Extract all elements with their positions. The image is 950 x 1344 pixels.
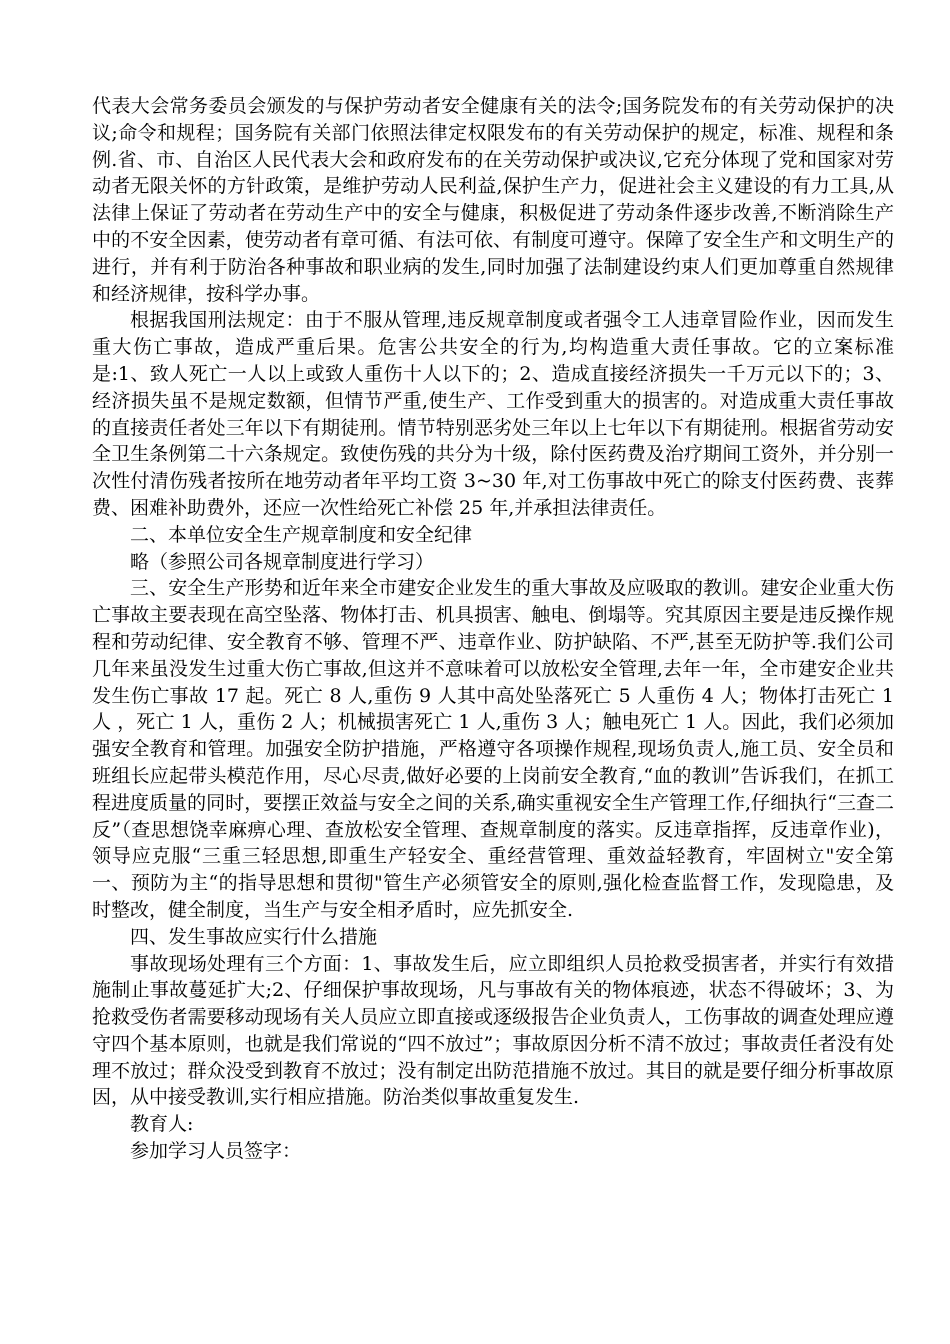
section-heading-measures: 四、发生事故应实行什么措施: [130, 925, 378, 948]
paragraph-labor-law-intro: 代表大会常务委员会颁发的与保护劳动者安全健康有关的法令;国务院发布的有关劳动保护的决议;命令和规程；国务院有关部门依照法律定权限发布的有关劳动保护的规定，标准、规程和条例.省、市、自治区人民代表大会和政府发布的在关劳动保护或决议,它充分体现了党和国家对劳动者无限关怀的方针政策，是维护劳动人民利益,保护生产力，促进社会主义建设的有力工具,从法律上保证了劳动者在劳动生产中的安全与健康，积极促进了劳动条件逐步改善,不断消除生产中的不安全因素，使劳动者有章可循、有法可依、有制度可遵守。保障了安全生产和文明生产的进行，并有利于防治各种事故和职业病的发生,同时加强了法制建设约束人们更加尊重自然规律和经济规律，按科学办事。: [92, 95, 894, 305]
paragraph-safety-situation: 三、安全生产形势和近年来全市建安企业发生的重大事故及应吸取的教训。建安企业重大伤亡事故主要表现在高空坠落、物体打击、机具损害、触电、倒塌等。究其原因主要是违反操作规程和劳动纪律、安全教育不够、管理不严、违章作业、防护缺陷、不严,甚至无防护等.我们公司几年来虽没发生过重大伤亡事故,但这并不意味着可以放松安全管理,去年一年，全市建安企业共发生伤亡事故 17 起。死亡 8 人,重伤 9 人其中高处坠落死亡 5 人重伤 4 人；物体打击死亡 1 人 ，死亡 1 人，重伤 2 人；机械损害死亡 1 人,重伤 3 人；触电死亡 1 人。因此，我们必须加强安全教育和管理。加强安全防护措施，严格遵守各项操作规程,现场负责人,施工员、安全员和班组长应起带头模范作用，尽心尽责,做好必要的上岗前安全教育,“血的教训”告诉我们，在抓工程进度质量的同时，要摆正效益与安全之间的关系,确实重视安全生产管理工作,仔细执行“三查二反”（查思想饶幸麻痹心理、查放松安全管理、查规章制度的落实。反违章指挥，反违章作业)，领导应克服“三重三轻思想,即重生产轻安全、重经营管理、重效益轻教育，牢固树立"安全第一、预防为主“的指导思想和贯彻"管生产必须管安全的原则,强化检查监督工作，发现隐患，及时整改，健全制度，当生产与安全相矛盾时，应先抓安全.: [92, 577, 894, 921]
educator-label: 教育人:: [130, 1113, 194, 1136]
document-body: [92, 93, 894, 1165]
section-heading-rules: 二、本单位安全生产规章制度和安全纪律: [130, 523, 473, 546]
paragraph-accident-handling: 事故现场处理有三个方面：1、事故发生后，应立即组织人员抢救受损害者，并实行有效措施制止事故蔓延扩大;2、仔细保护事故现场，凡与事故有关的物体痕迹，状态不得破坏；3、为抢救受伤者需要移动现场有关人员应立即直接或逐级报告企业负责人，工伤事故的调查处理应遵守四个基本原则，也就是我们常说的“四不放过”；事故原因分析不清不放过；事故责任者没有处理不放过；群众没受到教育不放过；没有制定出防范措施不放过。其目的就是要仔细分析事故原因，从中接受教训,实行相应措施。防治类似事故重复发生.: [92, 952, 894, 1109]
participants-signature-label: 参加学习人员签字：: [130, 1140, 302, 1163]
paragraph-criminal-law: 根据我国刑法规定：由于不服从管理,违反规章制度或者强令工人违章冒险作业，因而发生重大伤亡事故，造成严重后果。危害公共安全的行为,均构造重大责任事故。它的立案标准是:1、致人死亡一人以上或致人重伤十人以下的；2、造成直接经济损失一千万元以下的；3、经济损失虽不是规定数额，但情节严重,使生产、工作受到重大的损害的。对造成重大责任事故的直接责任者处三年以下有期徒刑。情节特别恶劣处三年以上七年以下有期徒刑。根据省劳动安全卫生条例第二十六条规定。致使伤残的共分为十级，除付医药费及治疗期间工资外，并分别一次性付清伤残者按所在地劳动者年平均工资 3~30 年,对工伤事故中死亡的除支付医药费、丧葬费、困难补助费外，还应一次性给死亡补偿 25 年,并承担法律责任。: [92, 309, 894, 519]
paragraph-rules-note: 略（参照公司各规章制度进行学习）: [130, 550, 435, 573]
